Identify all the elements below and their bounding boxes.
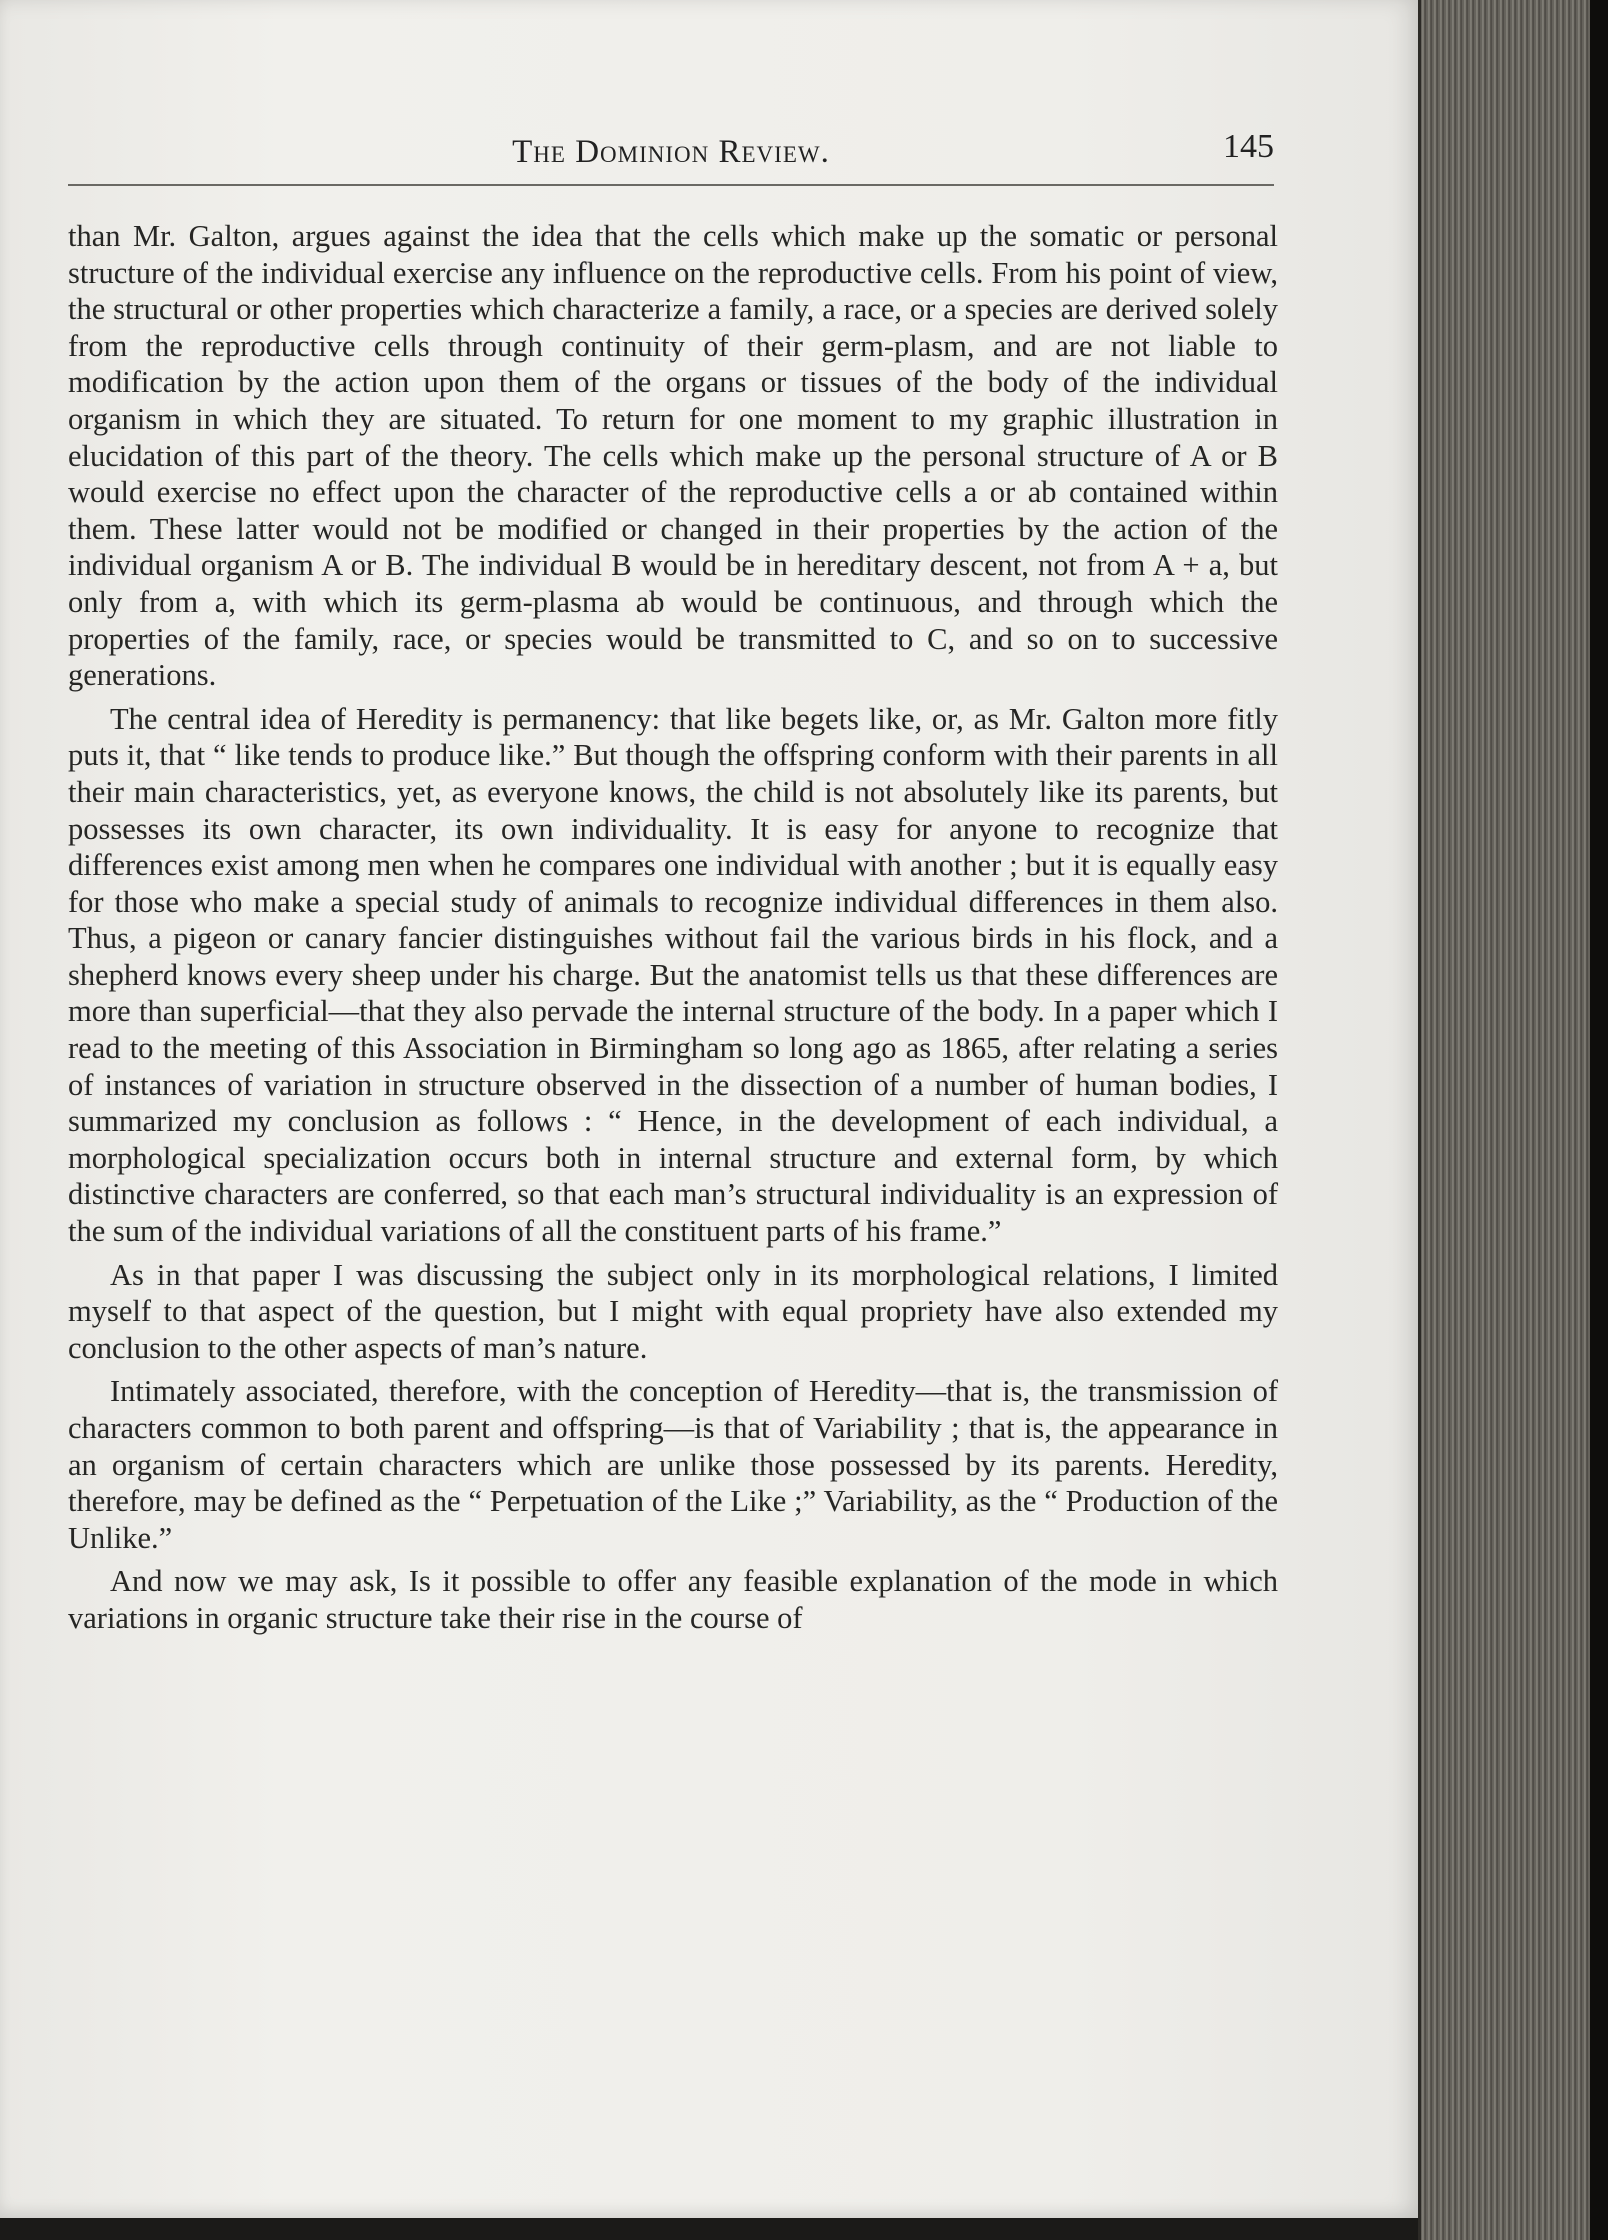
body-text xyxy=(68,218,1278,1644)
paragraph-1: than Mr. Galton, argues against the idea that the cells which make up the somatic or personal structure of the individual exercise any influence on the reproductive cells. From his point of view, the structural or other properties which characterize a family, a race, or a species are derived solely from the reproductive cells through continuity of their germ-plasm, and are not liable to modification by the action upon them of the organs or tissues of the body of the individual organism in which they are situated. To return for one moment to my graphic illustration in elucidation of this part of the theory. The cells which make up the personal structure of A or B would exercise no effect upon the character of the reproductive cells a or ab contained within them. These latter would not be modified or changed in their properties by the action of the individual organism A or B. The individual B would be in hereditary descent, not from A + a, but only from a, with which its germ-plasma ab would be continuous, and through which the properties of the family, race, or species would be transmitted to C, and so on to successive generations. xyxy=(68,219,1278,693)
paragraph-4: Intimately associated, therefore, with the conception of Heredity—that is, the transmission of characters common to both parent and offspring—is that of Variability ; that is, the appearance in an organism of certain characters which are unlike those possessed by its parents. Heredity, therefore, may be defined as the “ Perpetuation of the Like ;” Variability, as the “ Production of the Unlike.” xyxy=(68,1374,1278,1555)
paragraph-2: The central idea of Heredity is permanency: that like begets like, or, as Mr. Galton more fitly puts it, that “ like tends to produce like.” But though the offspring conform with their parents in all their main characteristics, yet, as everyone knows, the child is not absolutely like its parents, but possesses its own character, its own individuality. It is easy for anyone to recognize that differences exist among men when he compares one individual with another ; but it is equally easy for those who make a special study of animals to recognize individual differences in them also. Thus, a pigeon or canary fancier distinguishes without fail the various birds in his flock, and a shepherd knows every sheep under his charge. But the anatomist tells us that these differences are more than superficial—that they also pervade the internal structure of the body. In a paper which I read to the meeting of this Association in Birmingham so long ago as 1865, after relating a series of instances of variation in structure observed in the dissection of a number of human bodies, I summarized my conclusion as follows : “ Hence, in the development of each individual, a morphological specialization occurs both in internal structure and external form, by which distinctive characters are conferred, so that each man’s structural individuality is an expression of the sum of the individual variations of all the constituent parts of his frame.” xyxy=(68,701,1278,1249)
page-header xyxy=(68,122,1274,186)
paragraph-5: And now we may ask, Is it possible to offer any feasible explanation of the mode in which variations in organic structure take their rise in the course of xyxy=(68,1564,1278,1635)
paragraph-3: As in that paper I was discussing the subject only in its morphological relations, I limited myself to that aspect of the question, but I might with equal propriety have also extended my conclusion to the other aspects of man’s nature. xyxy=(68,1257,1278,1365)
book-page-edges xyxy=(1418,0,1593,2240)
page-number: 145 xyxy=(1223,128,1274,165)
running-title: The Dominion Review. xyxy=(512,134,830,170)
book-binding xyxy=(1590,0,1608,2240)
